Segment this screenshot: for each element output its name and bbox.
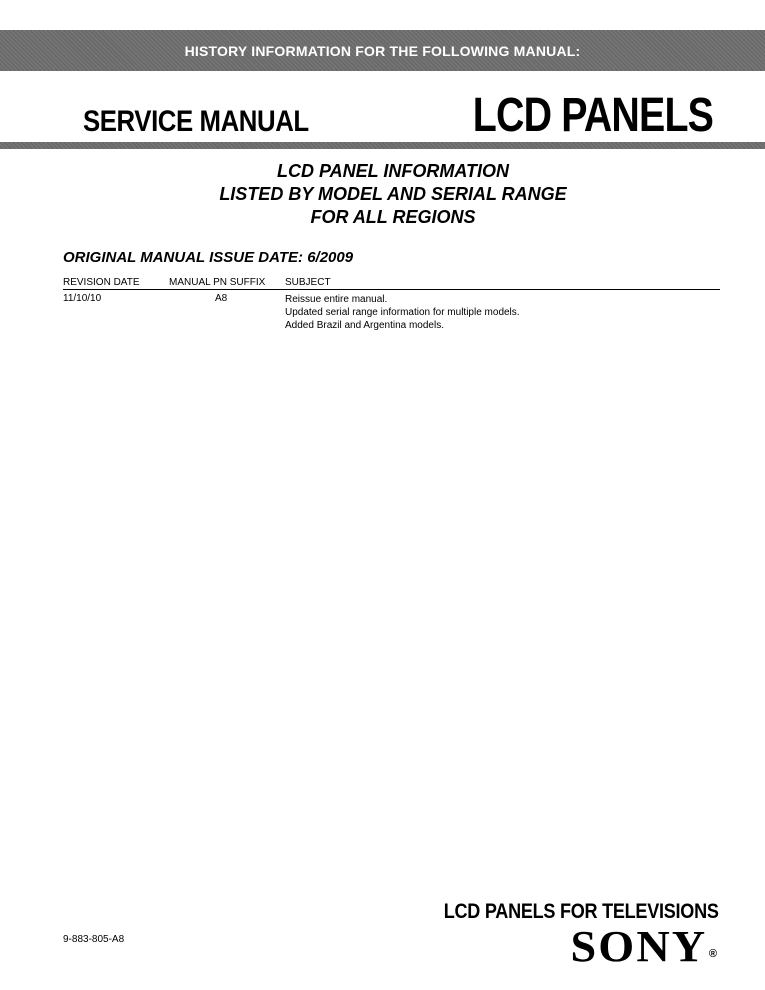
info-line-3: FOR ALL REGIONS	[310, 207, 476, 227]
subject-cell	[285, 290, 720, 333]
header-divider	[0, 142, 765, 149]
history-banner-text: HISTORY INFORMATION FOR THE FOLLOWING MANUAL:	[184, 42, 581, 59]
footer-tagline: LCD PANELS FOR TELEVISIONS	[444, 900, 719, 923]
info-block	[0, 160, 765, 229]
subject-line: Added Brazil and Argentina models.	[285, 320, 444, 331]
header-revision-date: REVISION DATE	[63, 276, 169, 290]
subject-line: Reissue entire manual.	[285, 294, 388, 305]
subject-line: Updated serial range information for multiple models.	[285, 307, 520, 318]
pn-suffix-cell: A8	[215, 293, 228, 304]
info-line-2: LISTED BY MODEL AND SERIAL RANGE	[219, 184, 567, 204]
info-line-1: LCD PANEL INFORMATION	[277, 161, 509, 181]
manual-header	[0, 84, 765, 144]
history-banner	[0, 30, 765, 71]
header-pn-suffix: MANUAL PN SUFFIX	[169, 276, 285, 290]
sony-logo: SONY	[570, 922, 707, 971]
registered-mark: ®	[708, 948, 717, 960]
revision-header-row	[63, 276, 720, 290]
service-manual-title: SERVICE MANUAL	[83, 105, 309, 138]
header-subject: SUBJECT	[285, 276, 720, 290]
revision-date-cell: 11/10/10	[63, 293, 102, 304]
part-number: 9-883-805-A8	[63, 934, 125, 945]
product-title: LCD PANELS	[472, 89, 713, 142]
issue-date	[63, 249, 353, 266]
table-row	[63, 290, 720, 333]
issue-date-value: 6/2009	[307, 249, 354, 266]
issue-date-label: ORIGINAL MANUAL ISSUE DATE:	[63, 249, 304, 266]
revision-table	[63, 276, 720, 332]
